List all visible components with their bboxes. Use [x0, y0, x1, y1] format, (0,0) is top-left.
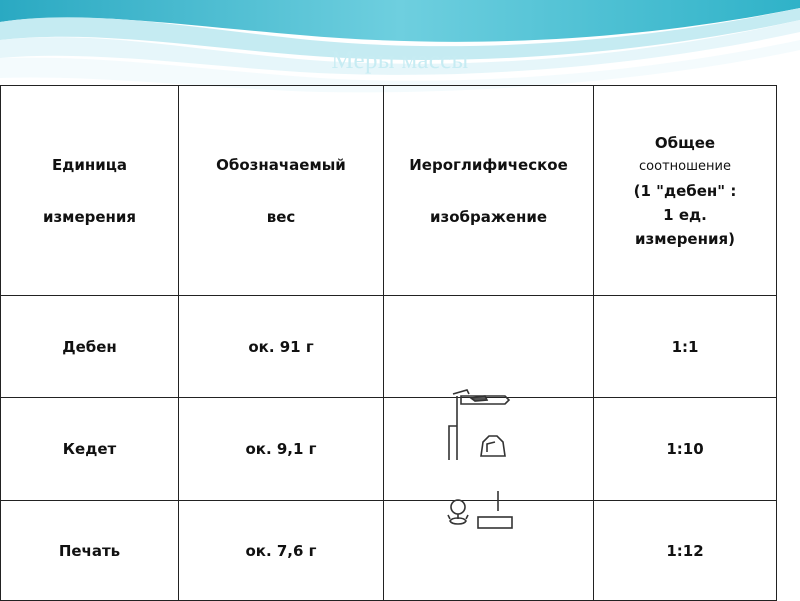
hieroglyph-kedet-icon — [439, 386, 519, 462]
hieroglyph-seal-icon — [442, 489, 526, 545]
header-ratio — [594, 86, 777, 296]
cell-unit: Печать — [1, 501, 179, 601]
table-row — [1, 296, 777, 398]
cell-unit: Дебен — [1, 296, 179, 398]
cell-glyph — [384, 501, 594, 601]
header-glyph — [384, 86, 594, 296]
cell-ratio: 1:12 — [594, 501, 777, 601]
header-ratio-line4: 1 ед. — [663, 205, 707, 224]
header-ratio-line2: соотношение — [639, 158, 731, 174]
header-ratio-line1: Общее — [654, 133, 716, 152]
cell-glyph — [384, 398, 594, 501]
header-unit-line1: Единица — [52, 155, 127, 174]
cell-glyph-empty — [384, 296, 594, 398]
weights-table — [0, 85, 776, 600]
cell-ratio: 1:1 — [594, 296, 777, 398]
header-glyph-line2: изображение — [429, 207, 547, 226]
cell-weight: ок. 9,1 г — [179, 398, 384, 501]
header-unit — [1, 86, 179, 296]
header-ratio-line3: (1 "дебен" : — [633, 181, 737, 200]
cell-weight: ок. 91 г — [179, 296, 384, 398]
cell-ratio: 1:10 — [594, 398, 777, 501]
header-weight-line1: Обозначаемый — [216, 155, 346, 174]
cell-weight: ок. 7,6 г — [179, 501, 384, 601]
header-weight — [179, 86, 384, 296]
table-row — [1, 501, 777, 601]
slide-title: Меры массы — [331, 47, 469, 74]
header-weight-line2: вес — [266, 207, 296, 226]
table-row — [1, 398, 777, 501]
table-header-row — [1, 86, 777, 296]
header-unit-line2: измерения — [42, 207, 137, 226]
cell-unit: Кедет — [1, 398, 179, 501]
header-glyph-line1: Иероглифическое — [409, 155, 568, 174]
header-ratio-line5: измерения) — [635, 229, 735, 248]
